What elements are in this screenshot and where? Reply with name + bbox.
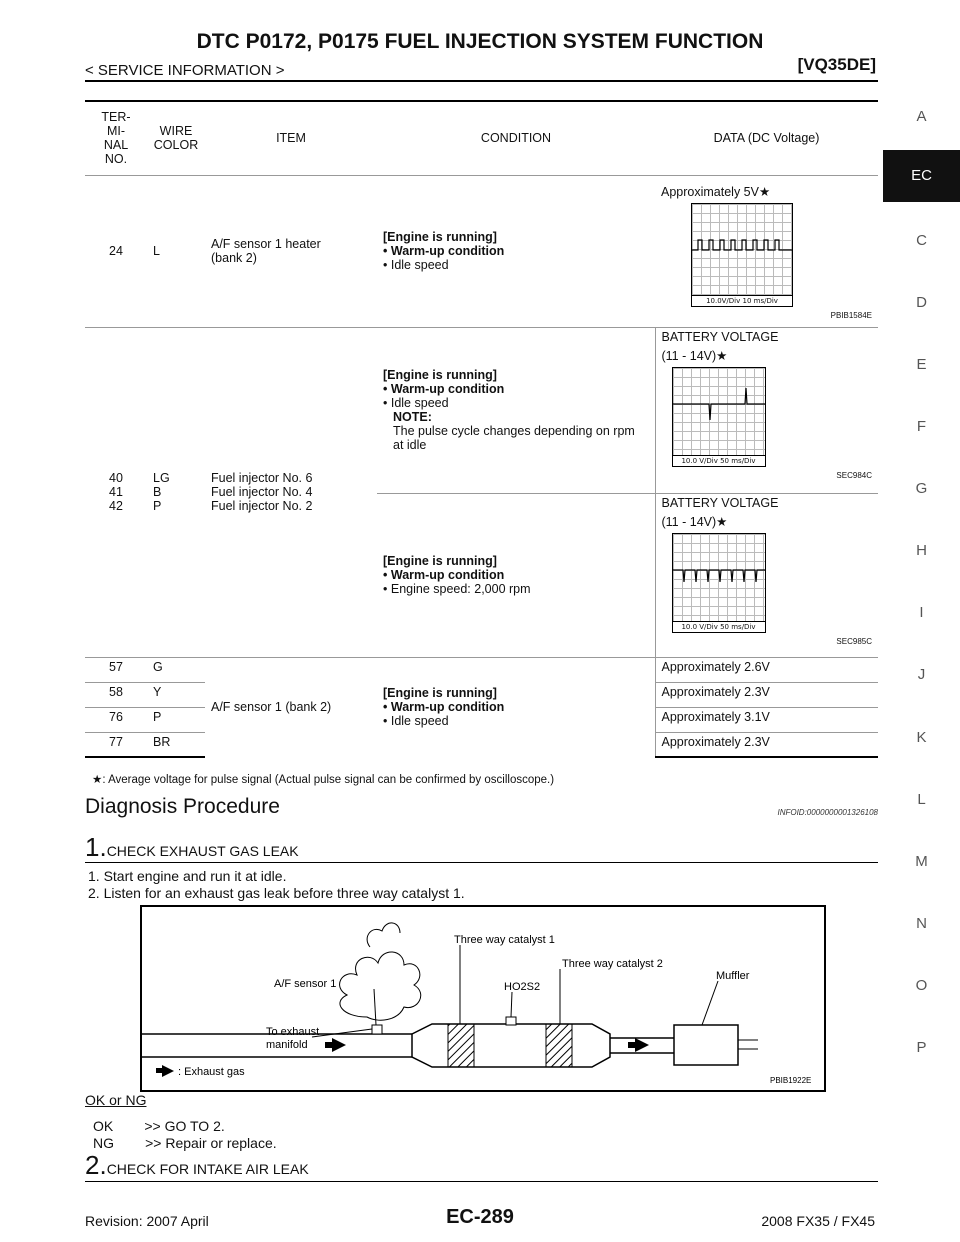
star-icon: ★ [758,184,771,199]
condition-bullet: • Idle speed [383,258,449,272]
wire-cell: L [147,175,205,327]
label-three-way-catalyst-1: Three way catalyst 1 [454,934,555,946]
header-condition: CONDITION [377,101,655,175]
side-index-h[interactable]: H [916,542,927,559]
page-title: DTC P0172, P0175 FUEL INJECTION SYSTEM FUNCTION [196,30,764,53]
header-wire: WIRE COLOR [147,101,205,175]
condition-cell [377,175,655,327]
label-af-sensor: A/F sensor 1 [274,978,337,990]
figure-id: SEC984C [836,470,872,480]
step-number: 1. [85,832,107,862]
side-index-e[interactable]: E [916,356,927,373]
side-index-f[interactable]: F [916,418,927,435]
section-label: < SERVICE INFORMATION > [85,62,285,79]
scope-scale-label: 10.0 V/Div 50 ms/Div [673,621,765,632]
item-cell: A/F sensor 1 (bank 2) [205,657,377,757]
item-cell: A/F sensor 1 heater (bank 2) [205,175,377,327]
table-row [85,327,878,493]
side-index-c[interactable]: C [916,232,927,249]
table-footnote: ★: Average voltage for pulse signal (Actual pulse signal can be confirmed by oscilloscope.) [92,774,555,786]
data-cell: Approximately 2.3V [655,732,878,757]
label-muffler: Muffler [716,970,750,982]
data-cell: Approximately 2.6V [655,657,878,682]
side-index-a[interactable]: A [916,108,927,125]
exhaust-system-diagram [140,905,826,1092]
condition-bullet: • Idle speed [383,396,449,410]
side-index-d[interactable]: D [916,294,927,311]
model-label: 2008 FX35 / FX45 [761,1213,875,1229]
data-cell: Approximately 3.1V [655,707,878,732]
step-2-heading [85,1150,309,1181]
label-three-way-catalyst-2: Three way catalyst 2 [562,958,663,970]
header-terminal: TER- MI- NAL NO. [85,101,147,175]
oscilloscope-waveform [672,367,766,467]
table-row [85,175,878,327]
label-ho2s2: HO2S2 [504,981,541,993]
condition-bullet: • Idle speed [383,714,449,729]
ng-result: NG >> Repair or replace. [93,1135,277,1151]
step-1-heading [85,832,299,863]
terminal-data-table [85,100,878,758]
data-cell: Approximately 2.3V [655,682,878,707]
terminal-cell: 40 41 42 [85,327,147,657]
side-index-o[interactable]: O [915,977,928,994]
terminal-cell: 57 [85,657,147,682]
oscilloscope-waveform [672,533,766,633]
figure-id: PBIB1922E [770,1076,812,1085]
star-icon: ★ [716,514,728,529]
side-index-active-tab[interactable]: EC [883,150,960,202]
data-value: (11 - 14V) [661,514,717,529]
side-index-i[interactable]: I [919,604,924,621]
wire-cell: P [147,707,205,732]
engine-label: [VQ35DE] [797,55,876,74]
step-number: 2. [85,1150,107,1180]
terminal-cell: 58 [85,682,147,707]
label-manifold: manifold [266,1039,308,1051]
data-value: BATTERY VOLTAGE [661,329,779,344]
scope-scale-label: 10.0 V/Div 50 ms/Div [673,455,765,466]
condition-bullet: • Warm-up condition [383,700,505,715]
table-header-row [85,101,878,175]
data-cell [655,493,878,657]
wire-cell: BR [147,732,205,757]
condition-heading: [Engine is running] [383,230,497,244]
revision-label: Revision: 2007 April [85,1213,209,1229]
step-instruction: 1. Start engine and run it at idle. [88,868,287,884]
data-value: (11 - 14V) [661,348,717,363]
step-rule [85,862,878,863]
terminal-cell: 76 [85,707,147,732]
step-title: CHECK FOR INTAKE AIR LEAK [106,1161,309,1177]
step-title: CHECK EXHAUST GAS LEAK [106,843,299,859]
header-rule [85,80,878,82]
data-value: BATTERY VOLTAGE [661,495,779,510]
ok-ng-label: OK or NG [85,1092,147,1108]
section-heading: Diagnosis Procedure [85,795,280,818]
condition-heading: [Engine is running] [383,686,497,701]
info-id: INFOID:0000000001326108 [777,808,878,817]
side-index-m[interactable]: M [915,853,928,870]
side-index-j[interactable]: J [917,666,926,683]
condition-bullet: • Engine speed: 2,000 rpm [383,582,531,596]
wire-cell: G [147,657,205,682]
header-data: DATA (DC Voltage) [655,101,878,175]
side-index-n[interactable]: N [916,915,927,932]
side-index-g[interactable]: G [915,480,928,497]
condition-cell [377,493,655,657]
side-index-p[interactable]: P [916,1039,927,1056]
star-icon: ★ [92,774,103,786]
condition-heading: [Engine is running] [383,554,497,568]
table-row [85,657,878,682]
condition-cell [377,327,655,493]
step-rule [85,1181,878,1182]
figure-id: PBIB1584E [830,310,872,320]
label-to-exhaust: To exhaust [266,1026,320,1038]
terminal-cell: 77 [85,732,147,757]
legend-exhaust-gas: : Exhaust gas [178,1066,245,1078]
condition-bullet: • Warm-up condition [383,568,505,582]
data-value: Approximately 5V [661,184,759,199]
star-icon: ★ [716,348,728,363]
side-index-k[interactable]: K [916,729,927,746]
terminal-cell: 24 [85,175,147,327]
scope-scale-label: 10.0V/Div 10 ms/Div [692,295,792,306]
data-cell [655,175,878,327]
page-number: EC-289 [446,1206,514,1228]
ok-result: OK >> GO TO 2. [93,1118,225,1134]
condition-bullet: • Warm-up condition [383,244,505,258]
item-cell: Fuel injector No. 6 Fuel injector No. 4 Fuel injector No. 2 [205,327,377,657]
data-cell [655,327,878,493]
oscilloscope-waveform [691,203,793,307]
side-index-l[interactable]: L [917,791,926,808]
header-item: ITEM [205,101,377,175]
figure-id: SEC985C [836,636,872,646]
step-instruction: 2. Listen for an exhaust gas leak before three way catalyst 1. [88,885,465,901]
condition-note: NOTE: The pulse cycle changes depending on rpm at idle [393,410,635,452]
condition-bullet: • Warm-up condition [383,382,505,396]
condition-heading: [Engine is running] [383,368,497,382]
condition-cell [377,657,655,757]
wire-cell: LG B P [147,327,205,657]
wire-cell: Y [147,682,205,707]
